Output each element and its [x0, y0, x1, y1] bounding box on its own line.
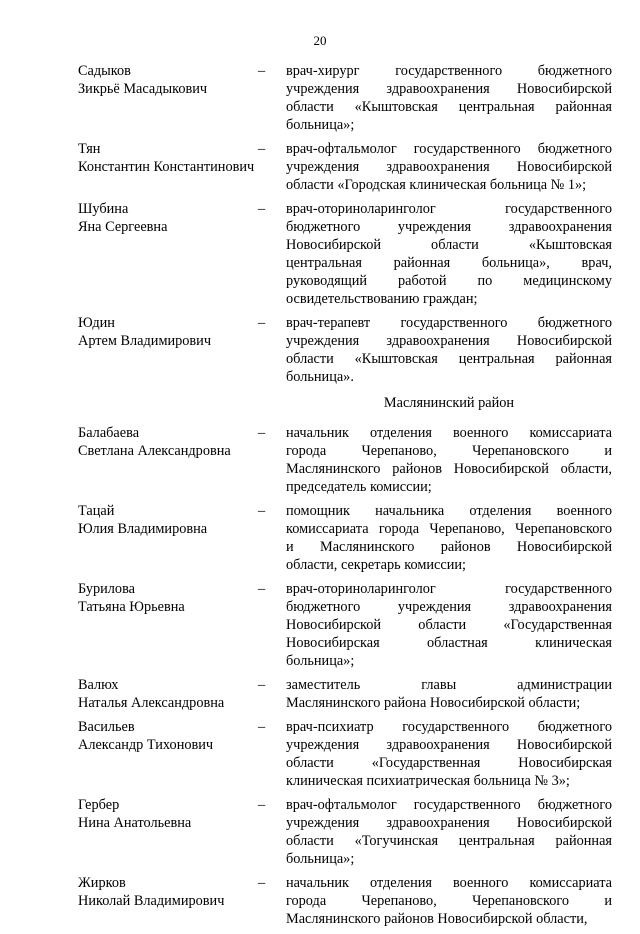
position-line: врач-психиатр государственного бюджетного [286, 719, 612, 735]
member-position [286, 140, 612, 194]
dash-separator: – [258, 315, 266, 331]
member-given-name: Александр Тихонович [78, 737, 214, 753]
entry-spacer [78, 386, 612, 392]
member-surname: Тацай [78, 503, 115, 519]
member-given-name: Константин Константинович [78, 159, 255, 175]
position-line: Новосибирская областная клиническая [286, 635, 612, 651]
position-line: врач-офтальмолог государственного бюджетного [286, 797, 612, 813]
member-surname: Садыков [78, 63, 131, 79]
member-name [78, 140, 258, 176]
member-position [286, 796, 612, 868]
member-given-name: Зикрьё Масадыкович [78, 81, 208, 97]
position-line: больница»; [286, 117, 355, 133]
member-entry [78, 874, 612, 928]
member-position [286, 62, 612, 134]
position-line: начальник отделения военного комиссариата [286, 425, 612, 441]
position-line: Маслянинского района Новосибирской области; [286, 695, 581, 711]
member-surname: Шубина [78, 201, 129, 217]
dash-separator: – [258, 503, 266, 519]
dash-separator: – [258, 425, 266, 441]
position-line: комиссариата города Черепаново, Черепановского [286, 521, 612, 537]
member-surname: Жирков [78, 875, 126, 891]
member-surname: Тян [78, 141, 101, 157]
member-entry [78, 140, 612, 194]
member-surname: Васильев [78, 719, 135, 735]
position-line: и Маслянинского районов Новосибирской [286, 539, 612, 555]
member-given-name: Татьяна Юрьевна [78, 599, 185, 615]
position-line: врач-оториноларинголог государственного [286, 201, 612, 217]
member-name [78, 718, 258, 754]
member-entry [78, 200, 612, 308]
position-line: Новосибирской области «Кыштовская [286, 237, 612, 253]
position-line: руководящий работой по медицинскому [286, 273, 612, 289]
position-line: Новосибирской области «Государственная [286, 617, 612, 633]
member-position [286, 874, 612, 928]
position-line: учреждения здравоохранения Новосибирской [286, 737, 612, 753]
page-number: 20 [313, 33, 327, 48]
position-line: области «Тогучинская центральная районная [286, 833, 612, 849]
member-name [78, 424, 258, 460]
position-line: клиническая психиатрическая больница № 3»; [286, 773, 570, 789]
entries-maslyaninsky [78, 424, 612, 934]
member-entry [78, 676, 612, 712]
position-line: центральная районная больница», врач, [286, 255, 612, 271]
member-entry [78, 502, 612, 574]
dash-separator: – [258, 141, 266, 157]
position-line: области «Кыштовская центральная районная [286, 99, 612, 115]
position-line: больница»; [286, 851, 355, 867]
member-entry [78, 580, 612, 670]
position-line: врач-хирург государственного бюджетного [286, 63, 612, 79]
position-line: учреждения здравоохранения Новосибирской [286, 81, 612, 97]
entry-spacer [78, 928, 612, 934]
member-surname: Валюх [78, 677, 119, 693]
position-line: области «Кыштовская центральная районная [286, 351, 612, 367]
position-line: Маслянинского районов Новосибирской области, [286, 461, 612, 477]
member-name [78, 314, 258, 350]
position-line: учреждения здравоохранения Новосибирской [286, 333, 612, 349]
member-position [286, 424, 612, 496]
member-name [78, 502, 258, 538]
position-line: освидетельствованию граждан; [286, 291, 478, 307]
dash-separator: – [258, 677, 266, 693]
position-line: учреждения здравоохранения Новосибирской [286, 159, 612, 175]
dash-separator: – [258, 875, 266, 891]
member-position [286, 580, 612, 670]
member-name [78, 796, 258, 832]
dash-separator: – [258, 797, 266, 813]
position-line: бюджетного учреждения здравоохранения [286, 599, 612, 615]
member-entry [78, 62, 612, 134]
member-given-name: Нина Анатольевна [78, 815, 192, 831]
member-given-name: Юлия Владимировна [78, 521, 208, 537]
member-position [286, 676, 612, 712]
position-line: врач-терапевт государственного бюджетного [286, 315, 612, 331]
commission-list [78, 62, 612, 934]
member-given-name: Наталья Александровна [78, 695, 225, 711]
member-given-name: Светлана Александровна [78, 443, 231, 459]
position-line: помощник начальника отделения военного [286, 503, 612, 519]
member-position [286, 718, 612, 790]
position-line: начальник отделения военного комиссариата [286, 875, 612, 891]
dash-separator: – [258, 719, 266, 735]
member-name [78, 676, 258, 712]
member-name [78, 62, 258, 98]
position-line: врач-офтальмолог государственного бюджетного [286, 141, 612, 157]
dash-separator: – [258, 581, 266, 597]
position-line: учреждения здравоохранения Новосибирской [286, 815, 612, 831]
member-entry [78, 796, 612, 868]
position-line: города Черепаново, Черепановского и [286, 893, 612, 909]
dash-separator: – [258, 63, 266, 79]
member-surname: Гербер [78, 797, 120, 813]
position-line: бюджетного учреждения здравоохранения [286, 219, 612, 235]
position-line: области «Государственная Новосибирская [286, 755, 612, 771]
member-position [286, 314, 612, 386]
position-line: города Черепаново, Черепановского и [286, 443, 612, 459]
member-name [78, 200, 258, 236]
member-given-name: Артем Владимирович [78, 333, 212, 349]
member-position [286, 200, 612, 308]
member-entry [78, 424, 612, 496]
position-line: заместитель главы администрации [286, 677, 612, 693]
position-line: больница». [286, 369, 354, 385]
member-surname: Балабаева [78, 425, 140, 441]
member-position [286, 502, 612, 574]
member-entry [78, 718, 612, 790]
position-line: области, секретарь комиссии; [286, 557, 467, 573]
member-surname: Юдин [78, 315, 115, 331]
position-line: больница»; [286, 653, 355, 669]
position-line: председатель комиссии; [286, 479, 432, 495]
member-name [78, 580, 258, 616]
member-given-name: Яна Сергеевна [78, 219, 168, 235]
member-entry [78, 314, 612, 386]
member-surname: Бурилова [78, 581, 135, 597]
position-line: врач-оториноларинголог государственного [286, 581, 612, 597]
district-heading: Маслянинский район [383, 395, 515, 411]
position-line: области «Городская клиническая больница № 1»; [286, 177, 587, 193]
position-line: Маслянинского районов Новосибирской области, [286, 911, 588, 927]
dash-separator: – [258, 201, 266, 217]
entries-kyshtovsky [78, 62, 612, 392]
member-given-name: Николай Владимирович [78, 893, 225, 909]
